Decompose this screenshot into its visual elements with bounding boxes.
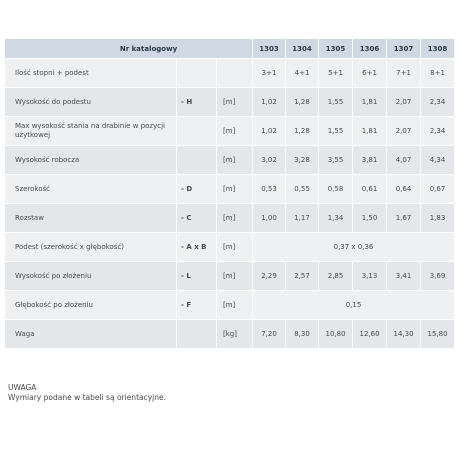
value-cell: 0,55 — [286, 175, 319, 204]
value-cell: 3,13 — [353, 262, 387, 291]
value-cell: 7+1 — [387, 59, 421, 88]
row-label: Głębokość po złożeniu — [5, 291, 177, 320]
unit-cell: [m] — [217, 204, 253, 233]
note-title: UWAGA — [8, 383, 37, 392]
value-cell: 1,55 — [319, 88, 353, 117]
dimension-code — [177, 320, 217, 349]
table-row — [5, 291, 455, 320]
value-cell: 8+1 — [421, 59, 455, 88]
model-header: 1303 — [253, 39, 286, 59]
dimension-code: - H — [177, 88, 217, 117]
value-cell: 4+1 — [286, 59, 319, 88]
value-cell: 3+1 — [253, 59, 286, 88]
value-cell: 0,64 — [387, 175, 421, 204]
row-label: Wysokość do podestu — [5, 88, 177, 117]
dimension-code: - A x B — [177, 233, 217, 262]
row-label: Ilość stopni + podest — [5, 59, 177, 88]
value-cell: 1,81 — [353, 117, 387, 146]
value-cell: 3,28 — [286, 146, 319, 175]
value-cell: 1,00 — [253, 204, 286, 233]
row-label: Max wysokość stania na drabinie w pozycji użytkowej — [5, 117, 177, 146]
unit-cell: [m] — [217, 233, 253, 262]
dimension-code: - F — [177, 291, 217, 320]
header-row — [5, 39, 455, 59]
value-cell: 2,34 — [421, 88, 455, 117]
value-cell: 3,41 — [387, 262, 421, 291]
value-cell: 1,02 — [253, 117, 286, 146]
value-cell: 10,80 — [319, 320, 353, 349]
unit-cell: [m] — [217, 88, 253, 117]
value-cell: 14,30 — [387, 320, 421, 349]
value-cell: 1,34 — [319, 204, 353, 233]
value-cell: 2,07 — [387, 117, 421, 146]
table-row — [5, 175, 455, 204]
value-cell: 1,81 — [353, 88, 387, 117]
model-header: 1305 — [319, 39, 353, 59]
table-row — [5, 204, 455, 233]
value-cell: 5+1 — [319, 59, 353, 88]
value-cell: 2,57 — [286, 262, 319, 291]
value-cell: 2,34 — [421, 117, 455, 146]
value-cell: 3,55 — [319, 146, 353, 175]
value-cell: 7,20 — [253, 320, 286, 349]
spec-table — [4, 38, 455, 349]
value-cell: 4,07 — [387, 146, 421, 175]
merged-value-cell: 0,37 x 0,36 — [253, 233, 455, 262]
value-cell: 2,85 — [319, 262, 353, 291]
value-cell: 2,29 — [253, 262, 286, 291]
table-row — [5, 59, 455, 88]
value-cell: 0,61 — [353, 175, 387, 204]
unit-cell: [m] — [217, 117, 253, 146]
dimension-code: - L — [177, 262, 217, 291]
row-label: Szerokość — [5, 175, 177, 204]
table-row — [5, 146, 455, 175]
table-row — [5, 320, 455, 349]
value-cell: 3,02 — [253, 146, 286, 175]
value-cell: 0,53 — [253, 175, 286, 204]
note — [8, 383, 166, 403]
value-cell: 6+1 — [353, 59, 387, 88]
value-cell: 1,28 — [286, 117, 319, 146]
row-label: Rozstaw — [5, 204, 177, 233]
value-cell: 1,17 — [286, 204, 319, 233]
value-cell: 12,60 — [353, 320, 387, 349]
value-cell: 3,69 — [421, 262, 455, 291]
dimension-code: - C — [177, 204, 217, 233]
value-cell: 1,50 — [353, 204, 387, 233]
value-cell: 0,58 — [319, 175, 353, 204]
value-cell: 1,55 — [319, 117, 353, 146]
model-header: 1307 — [387, 39, 421, 59]
value-cell: 8,30 — [286, 320, 319, 349]
value-cell: 1,83 — [421, 204, 455, 233]
table-row — [5, 233, 455, 262]
model-header: 1304 — [286, 39, 319, 59]
dimension-code — [177, 117, 217, 146]
row-label: Wysokość robocza — [5, 146, 177, 175]
value-cell: 1,02 — [253, 88, 286, 117]
row-label: Wysokość po złożeniu — [5, 262, 177, 291]
note-text: Wymiary podane w tabeli są orientacyjne. — [8, 393, 166, 402]
merged-value-cell: 0,15 — [253, 291, 455, 320]
model-header: 1308 — [421, 39, 455, 59]
table-row — [5, 262, 455, 291]
dimension-code — [177, 59, 217, 88]
row-label: Podest (szerokość x głębokość) — [5, 233, 177, 262]
value-cell: 0,67 — [421, 175, 455, 204]
table-row — [5, 117, 455, 146]
unit-cell: [kg] — [217, 320, 253, 349]
dimension-code — [177, 146, 217, 175]
catalog-number-header: Nr katalogowy — [5, 39, 253, 59]
value-cell: 4,34 — [421, 146, 455, 175]
unit-cell: [m] — [217, 291, 253, 320]
unit-cell — [217, 59, 253, 88]
unit-cell: [m] — [217, 262, 253, 291]
row-label: Waga — [5, 320, 177, 349]
table-row — [5, 88, 455, 117]
value-cell: 1,67 — [387, 204, 421, 233]
unit-cell: [m] — [217, 175, 253, 204]
value-cell: 3,81 — [353, 146, 387, 175]
value-cell: 15,80 — [421, 320, 455, 349]
value-cell: 2,07 — [387, 88, 421, 117]
unit-cell: [m] — [217, 146, 253, 175]
model-header: 1306 — [353, 39, 387, 59]
dimension-code: - D — [177, 175, 217, 204]
value-cell: 1,28 — [286, 88, 319, 117]
